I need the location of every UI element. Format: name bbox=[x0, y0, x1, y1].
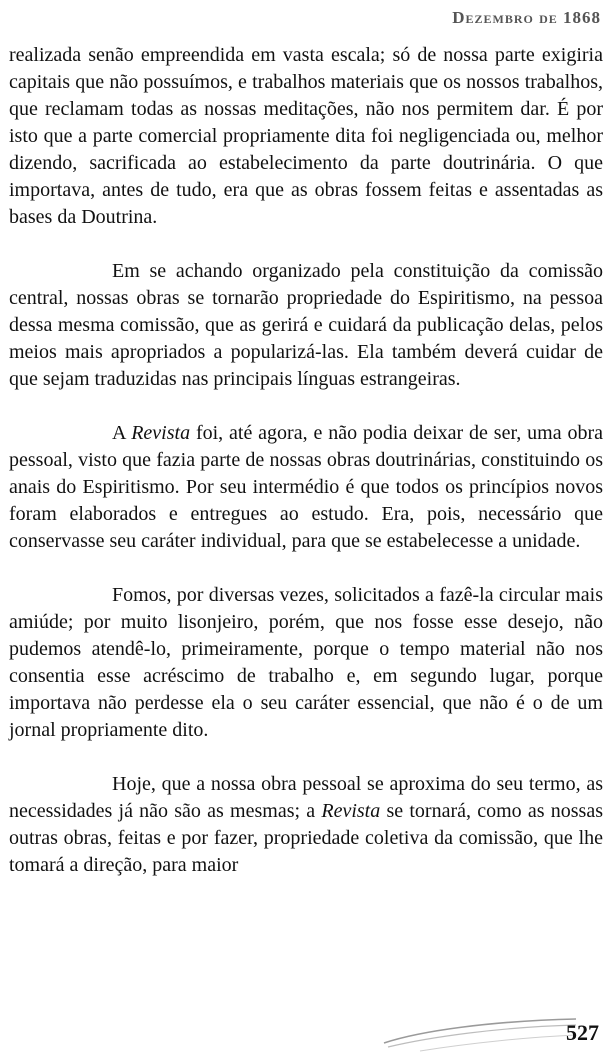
journal-title-italic: Revista bbox=[321, 800, 381, 822]
paragraph-1: realizada senão empreendida em vasta escala; só de nossa parte exigiria capitais que não possuímos, e trabalhos materiais que os nossos trabalhos, que reclamam todas as nossas meditações, não nos permitem dar. É por isto que a parte comercial propriamente dita foi negligenciada ou, melhor dizendo, sacrificada ao estabelecimento da parte doutrinária. O que importava, antes de tudo, era que as obras fossem feitas e assentadas as bases da Doutrina. bbox=[9, 44, 603, 228]
swoosh-ornament-icon bbox=[380, 1013, 580, 1053]
running-header: Dezembro de 1868 bbox=[452, 8, 601, 27]
paragraph-5-lead: Hoje, que a nossa obra pessoal se aproxima do seu termo, as necessidades já não são as mesmas; a bbox=[9, 773, 603, 822]
paragraph-5 bbox=[9, 771, 603, 879]
body-text bbox=[9, 42, 603, 879]
page-footer bbox=[0, 1005, 611, 1057]
paragraph-5-rest: se tornará, como as nossas outras obras, feitas e por fazer, propriedade coletiva da comissão, que lhe tomará a direção, para maior bbox=[9, 800, 603, 876]
paragraph-2: Em se achando organizado pela constituição da comissão central, nossas obras se tornarão propriedade do Espiritismo, na pessoa dessa mesma comissão, que as gerirá e cuidará da publicação delas, pelos meios mais apropriados a popularizá-las. Ela também deverá cuidar de que sejam traduzidas nas principais línguas estrangeiras. bbox=[9, 260, 603, 390]
paragraph-3 bbox=[9, 420, 603, 555]
paragraph-4: Fomos, por diversas vezes, solicitados a fazê-la circular mais amiúde; por muito lisonjeiro, porém, que nos fosse esse desejo, não pudemos atendê-lo, primeiramente, porque o tempo material não nos consentia esse acréscimo de trabalho e, em segundo lugar, porque importava não perdesse ela o seu caráter essencial, que não é o de um jornal propriamente dito. bbox=[9, 584, 603, 741]
paragraph-3-lead: A bbox=[112, 422, 132, 444]
paragraph-3-rest: foi, até agora, e não podia deixar de ser, uma obra pessoal, visto que fazia parte de nossas obras doutrinárias, constituindo os anais do Espiritismo. Por seu intermédio é que todos os princípios novos foram elaborados e entregues ao estudo. Era, pois, necessário que conservasse seu caráter individual, para que se estabelecesse a unidade. bbox=[9, 422, 603, 552]
page-number: 527 bbox=[566, 1020, 599, 1045]
journal-title-italic: Revista bbox=[131, 422, 191, 444]
